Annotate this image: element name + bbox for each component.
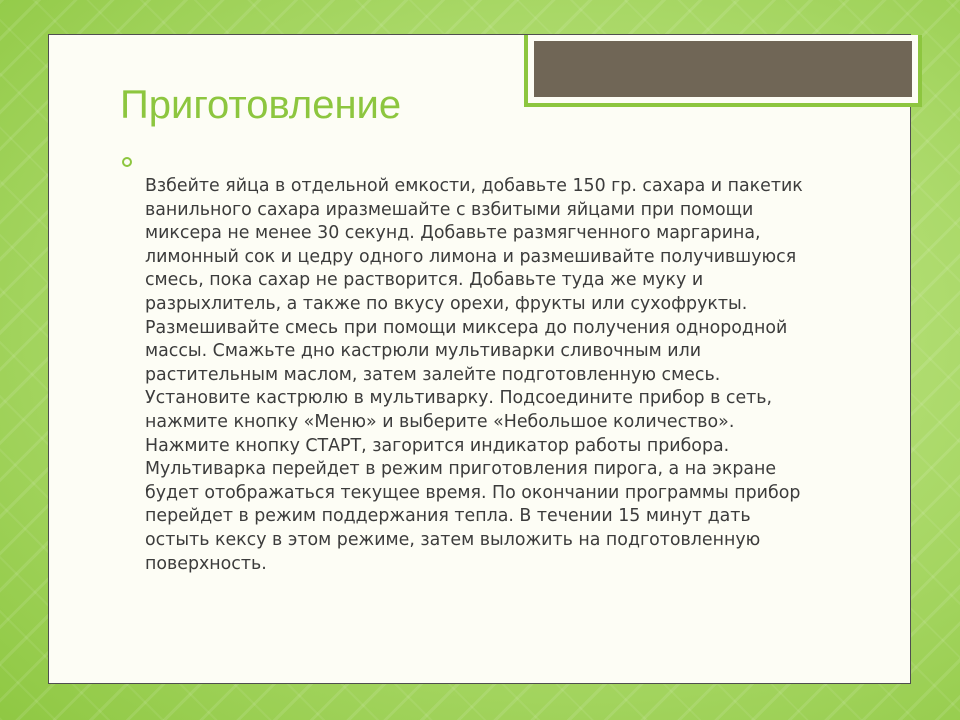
decorative-frame	[524, 35, 922, 107]
slide-title: Приготовление	[120, 83, 402, 127]
ring-bullet-icon	[122, 157, 132, 167]
decorative-image-box	[532, 39, 914, 99]
recipe-body-text: Взбейте яйца в отдельной емкости, добавьте 150 гр. сахара и пакетик ванильного сахара иразмешайте с взбитыми яйцами при помощи миксера не менее 30 секунд. Добавьте размягченного маргарина, лимонный сок и цедру одного лимона и размешивайте получившуюся смесь, пока сахар не растворится. Добавьте туда же муку и разрыхлитель, а также по вкусу орехи, фрукты или сухофрукты. Размешивайте смесь при помощи миксера до получения однородной массы. Смажьте дно кастрюли мультиварки сливочным или растительным маслом, затем залейте подготовленную смесь. Установите кастрюлю в мультиварку. Подсоедините прибор в сеть, нажмите кнопку «Меню» и выберите «Небольшое количество». Нажмите кнопку СТАРТ, загорится индикатор работы прибора. Мультиварка перейдет в режим приготовления пирога, а на экране будет отображаться текущее время. По окончании программы прибор перейдет в режим поддержания тепла. В течении 15 минут дать остыть кексу в этом режиме, затем выложить на подготовленную поверхность.	[145, 176, 803, 574]
